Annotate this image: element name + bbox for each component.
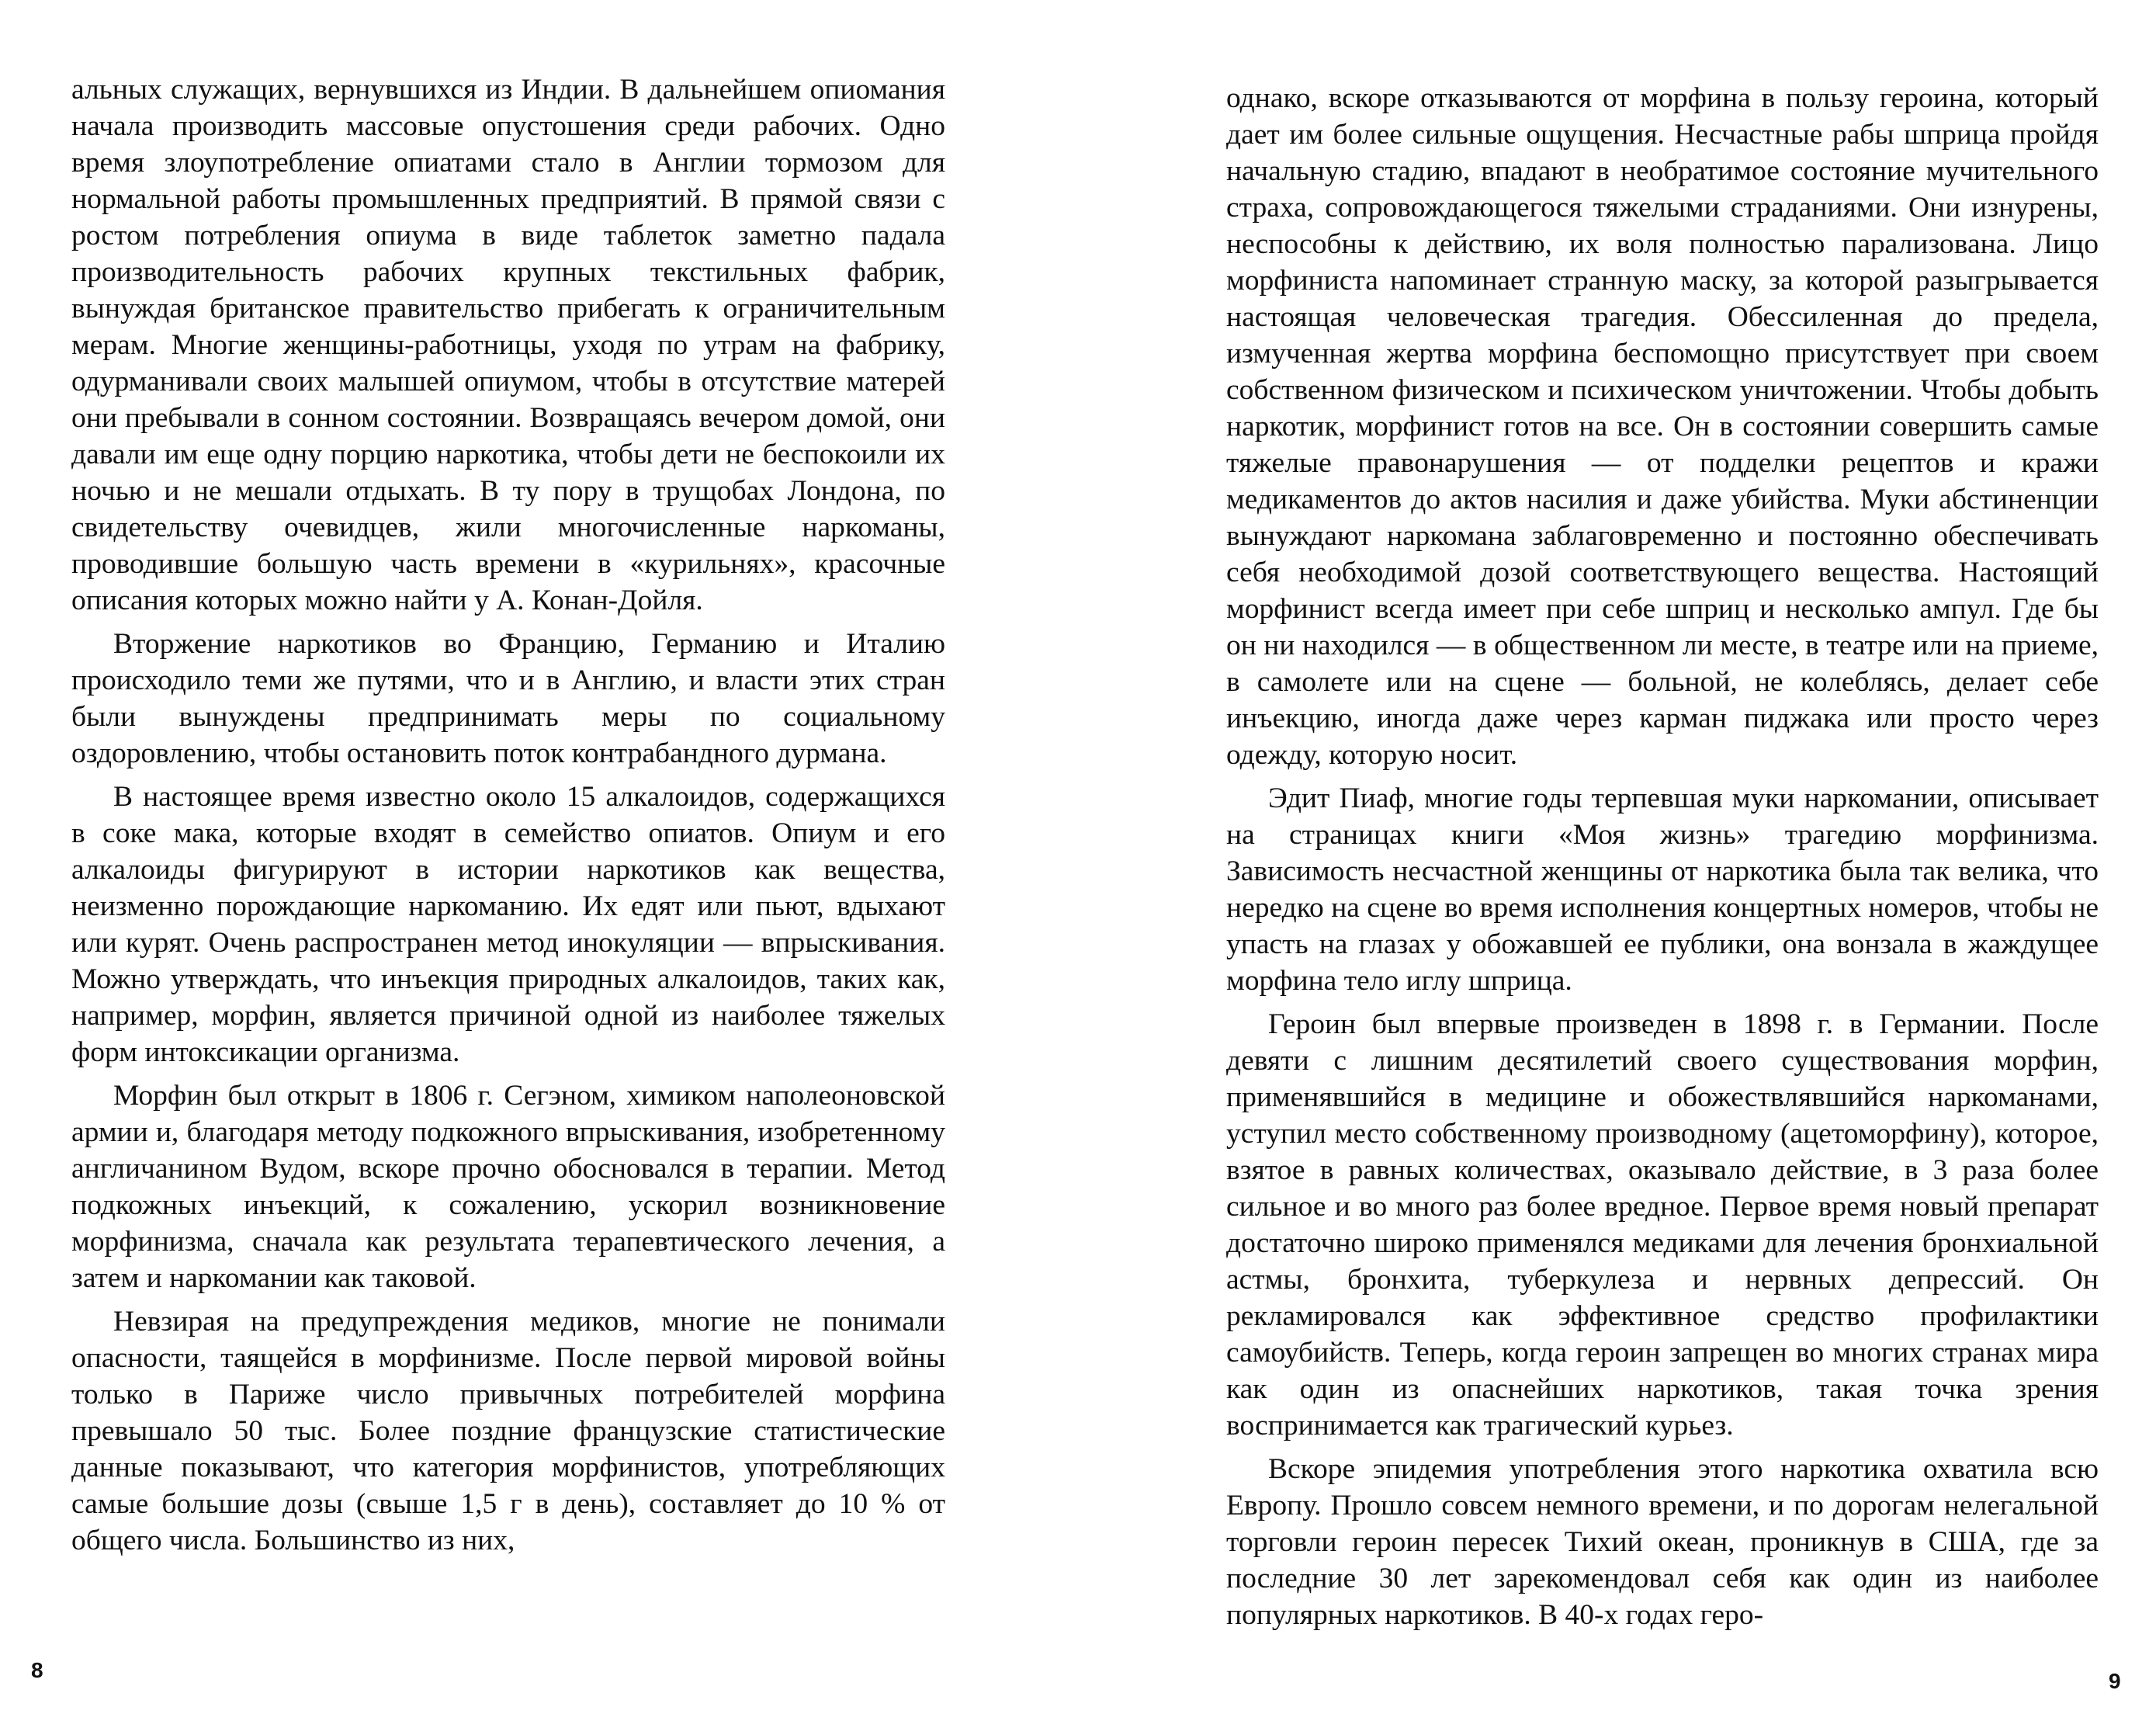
paragraph: Морфин был открыт в 1806 г. Сегэном, химиком наполеоновской армии и, благодаря методу подкожного впрыскивания, изобретенному англичанином Вудом, вскоре прочно обосновался в терапии. Метод подкожных инъекций, к сожалению, ускорил возникновение морфинизма, сначала как результата терапевтического лечения, а затем и наркомании как таковой. xyxy=(71,1080,945,1294)
right-page xyxy=(1078,0,2156,1714)
page-number-left: 8 xyxy=(31,1658,43,1682)
right-page-text xyxy=(1226,80,2099,1640)
paragraph: Невзирая на предупреждения медиков, многие не понимали опасности, таящейся в морфинизме. После первой мировой войны только в Париже число привычных потребителей морфина превышало 50 тыс. Более поздние французские статистические данные показывают, что категория морфинистов, употребляющих самые большие дозы (свыше 1,5 г в день), составляет до 10 % от общего числа. Большинство из них, xyxy=(71,1306,945,1556)
page-number-right: 9 xyxy=(2109,1669,2121,1693)
paragraph: Героин был впервые произведен в 1898 г. в Германии. После девяти с лишним десятилетий своего существования морфин, применявшийся в медицине и обожествлявшийся наркоманами, уступил место собственному производному (ацетоморфину), которое, взятое в равных количествах, оказывало действие, в 3 раза более сильное и во много раз более вредное. Первое время новый препарат достаточно широко применялся медиками для лечения бронхиальной астмы, бронхита, туберкулеза и нервных депрессий. Он рекламировался как эффективное средство профилактики самоубийств. Теперь, когда героин запрещен во многих странах мира как один из опаснейших наркотиков, такая точка зрения воспринимается как трагический курьез. xyxy=(1226,1008,2099,1442)
paragraph: Вскоре эпидемия употребления этого наркотика охватила всю Европу. Прошло совсем немного времени, и по дорогам нелегальной торговли героин пересек Тихий океан, проникнув в США, где за последние 30 лет зарекомендовал себя как один из наиболее популярных наркотиков. В 40-х годах геро- xyxy=(1226,1453,2099,1631)
paragraph: Эдит Пиаф, многие годы терпевшая муки наркомании, описывает на страницах книги «Моя жизнь» трагедию морфинизма. Зависимость несчастной женщины от наркотика была так велика, что нередко на сцене во время исполнения концертных номеров, чтобы не упасть на глазах у обожавшей ее публики, она вонзала в жаждущее морфина тело иглу шприца. xyxy=(1226,782,2099,997)
paragraph: однако, вскоре отказываются от морфина в пользу героина, который дает им более сильные ощущения. Несчастные рабы шприца пройдя начальную стадию, впадают в необратимое состояние мучительного страха, сопровождающегося тяжелыми страданиями. Они изнурены, неспособны к действию, их воля полностью парализована. Лицо морфиниста напоминает странную маску, за которой разыгрывается настоящая человеческая трагедия. Обессиленная до предела, измученная жертва морфина беспомощно присутствует при своем собственном физическом и психическом уничтожении. Чтобы добыть наркотик, морфинист готов на все. Он в состоянии совершить самые тяжелые правонарушения — от подделки рецептов и кражи медикаментов до актов насилия и даже убийства. Муки абстиненции вынуждают наркомана заблаговременно и постоянно обеспечивать себя необходимой дозой соответствующего вещества. Настоящий морфинист всегда имеет при себе шприц и несколько ампул. Где бы он ни находился — в общественном ли месте, в театре или на приеме, в самолете или на сцене — больной, не колеблясь, делает себе инъекцию, иногда даже через карман пиджака или просто через одежду, которую носит. xyxy=(1226,82,2099,771)
paragraph: В настоящее время известно около 15 алкалоидов, содержащихся в соке мака, которые входят в семейство опиатов. Опиум и его алкалоиды фигурируют в истории наркотиков как вещества, неизменно порождающие наркоманию. Их едят или пьют, вдыхают или курят. Очень распространен метод инокуляции — впрыскивания. Можно утверждать, что инъекция природных алкалоидов, таких как, например, морфин, является причиной одной из наиболее тяжелых форм интоксикации организма. xyxy=(71,781,945,1068)
left-page-text xyxy=(71,71,945,1566)
paragraph: альных служащих, вернувшихся из Индии. В дальнейшем опиомания начала производить массовые опустошения среди рабочих. Одно время злоупотребление опиатами стало в Англии тормозом для нормальной работы промышленных предприятий. В прямой связи с ростом потребления опиума в виде таблеток заметно падала производительность рабочих крупных текстильных фабрик, вынуждая британское правительство прибегать к ограничительным мерам. Многие женщины-работницы, уходя по утрам на фабрику, одурманивали своих малышей опиумом, чтобы в отсутствие матерей они пребывали в сонном состоянии. Возвращаясь вечером домой, они давали им еще одну порцию наркотика, чтобы дети не беспокоили их ночью и не мешали отдыхать. В ту пору в трущобах Лондона, по свидетельству очевидцев, жили многочисленные наркоманы, проводившие большую часть времени в «курильнях», красочные описания которых можно найти у А. Конан-Дойля. xyxy=(71,74,945,616)
paragraph: Вторжение наркотиков во Францию, Германию и Италию происходило теми же путями, что и в Англию, и власти этих стран были вынуждены предпринимать меры по социальному оздоровлению, чтобы остановить поток контрабандного дурмана. xyxy=(71,628,945,769)
